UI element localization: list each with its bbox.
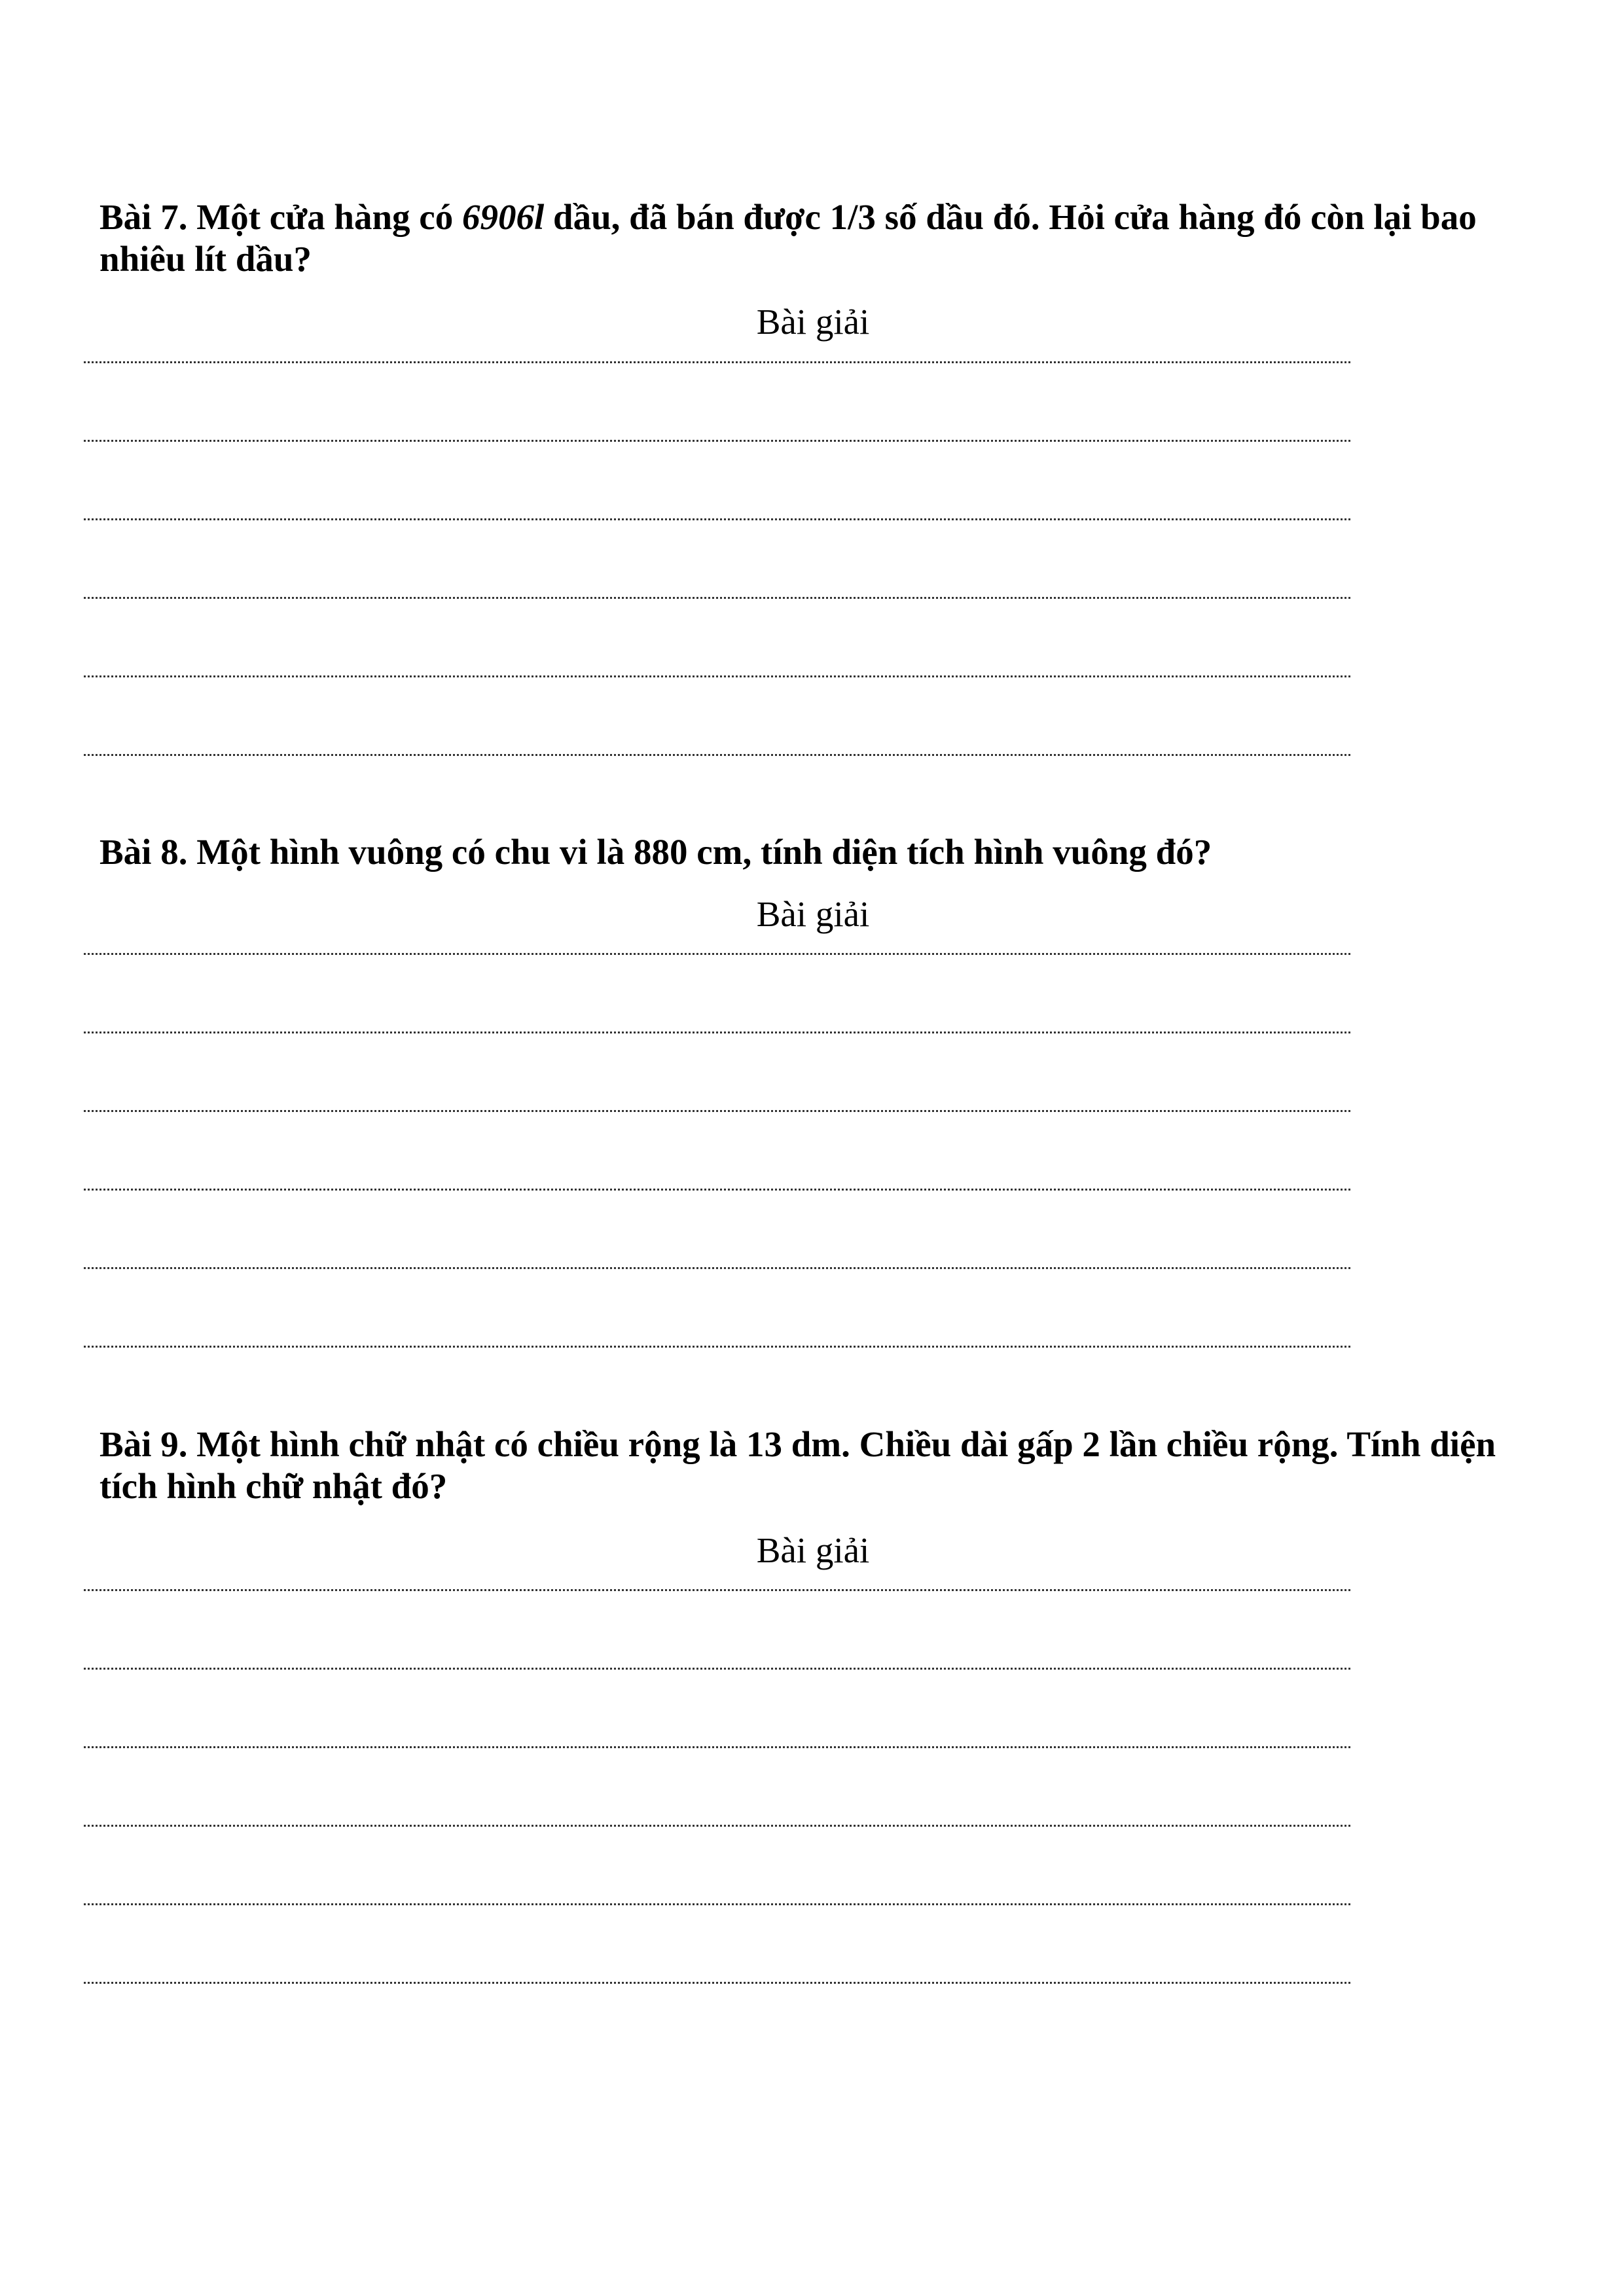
- problem-7-answer-line[interactable]: [84, 597, 1350, 599]
- problem-7-answer-line[interactable]: [84, 518, 1350, 520]
- problem-7-answer-line[interactable]: [84, 361, 1350, 363]
- problem-9-answer-line[interactable]: [84, 1903, 1350, 1905]
- problem-9-solution-heading: Bài giải: [756, 1530, 870, 1570]
- problem-7-answer-line[interactable]: [84, 675, 1350, 677]
- problem-8-text: Một hình vuông có chu vi là 880 cm, tính diện tích hình vuông đó?: [187, 832, 1212, 872]
- problem-7-answer-line[interactable]: [84, 440, 1350, 442]
- problem-9-text: Một hình chữ nhật có chiều rộng là 13 dm. Chiều dài gấp 2 lần chiều rộng. Tính diện tích hình chữ nhật đó?: [99, 1424, 1496, 1506]
- problem-8-answer-line[interactable]: [84, 1031, 1350, 1033]
- problem-7-label: Bài 7.: [99, 197, 188, 237]
- problem-9-answer-line[interactable]: [84, 1589, 1350, 1591]
- problem-7-question: [99, 196, 1526, 280]
- problem-8-answer-line[interactable]: [84, 1267, 1350, 1269]
- problem-9-question: [99, 1424, 1526, 1507]
- problem-8-question: [99, 831, 1526, 873]
- problem-8-label: Bài 8.: [99, 832, 188, 872]
- problem-7-quantity: [462, 197, 544, 237]
- problem-8-solution-heading: Bài giải: [756, 894, 870, 934]
- problem-9-answer-line[interactable]: [84, 1825, 1350, 1827]
- problem-7-text-part1: Một cửa hàng có: [187, 197, 462, 237]
- problem-7-quantity-number: 6906: [461, 197, 534, 237]
- problem-8-answer-line[interactable]: [84, 1346, 1350, 1348]
- problem-7-text-part2: dầu, đã bán được 1/3 số dầu đó. Hỏi cửa hàng đó còn lại bao nhiêu lít dầu?: [99, 197, 1477, 279]
- problem-9-label: Bài 9.: [99, 1424, 188, 1464]
- problem-9-answer-line[interactable]: [84, 1982, 1350, 1984]
- problem-7-solution-heading: Bài giải: [756, 302, 870, 342]
- problem-9-answer-line[interactable]: [84, 1746, 1350, 1748]
- problem-7-answer-line[interactable]: [84, 754, 1350, 756]
- problem-8-answer-line[interactable]: [84, 1189, 1350, 1191]
- problem-7-quantity-unit: l: [533, 197, 545, 237]
- problem-8-answer-line[interactable]: [84, 1110, 1350, 1112]
- problem-8-answer-line[interactable]: [84, 953, 1350, 955]
- problem-9-answer-line[interactable]: [84, 1668, 1350, 1670]
